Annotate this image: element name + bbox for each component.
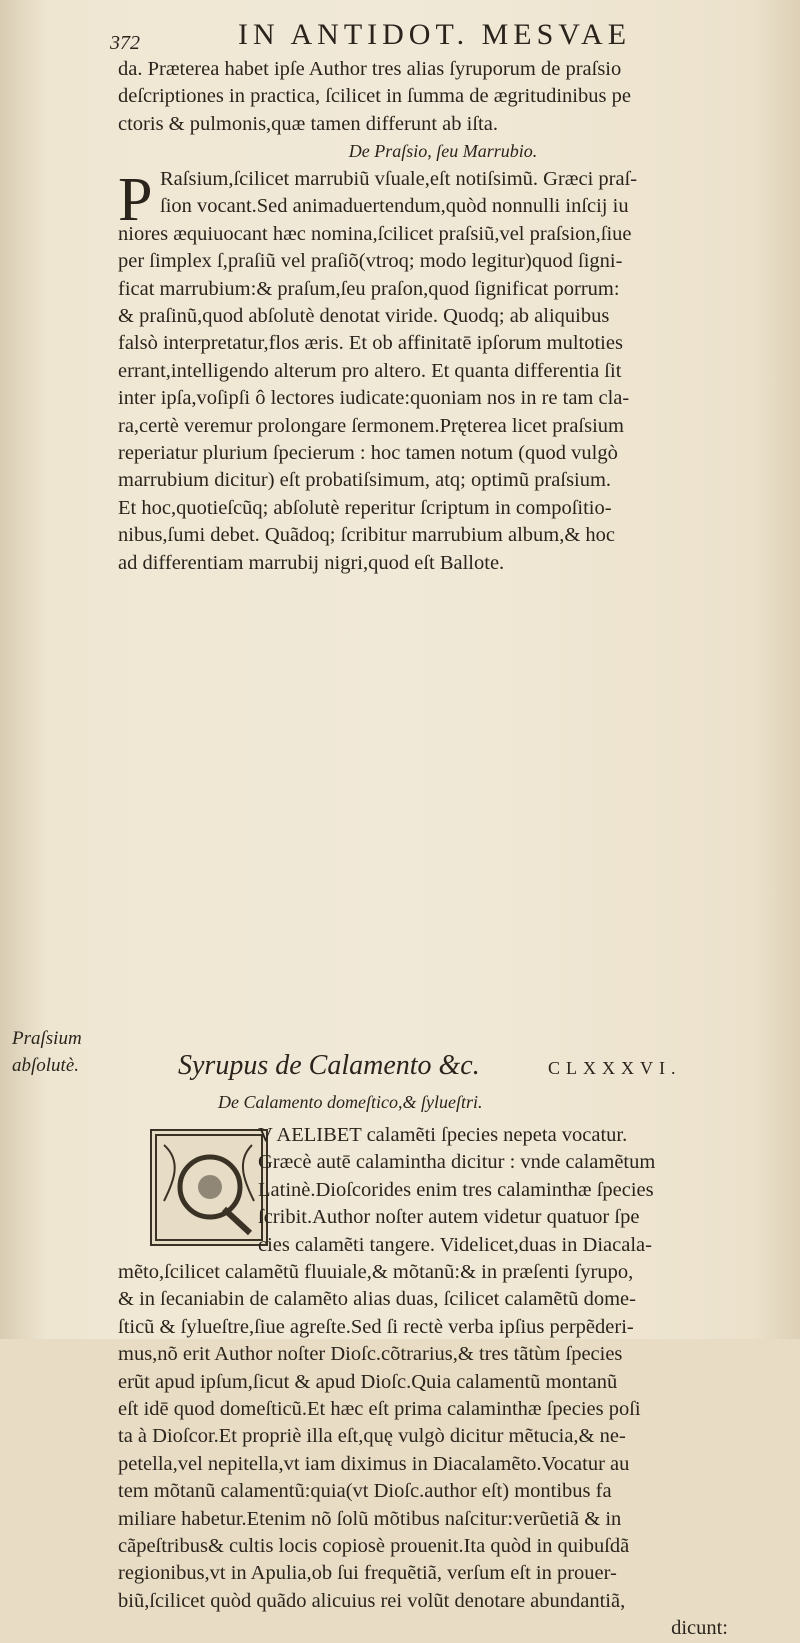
- running-head: IN ANTIDOT. MESVAE: [238, 18, 632, 51]
- paragraph-prassium: [118, 166, 768, 577]
- text-line: & in ſecaniabin de calamẽto alias duas, ſcilicet calamẽtũ dome-: [118, 1288, 636, 1311]
- sub-heading-calamentum: De Calamento domeſtico,& ſylueſtri.: [218, 1092, 483, 1112]
- margin-note: [12, 1025, 122, 1079]
- text-line: Raſsium,ſcilicet marrubiũ vſuale,eſt notiſsimũ. Græci praſ-: [160, 168, 638, 190]
- text-line: falsò interpretatur,flos æris. Et ob affinitatē ipſorum multoties: [118, 332, 623, 355]
- text-line: nibus,ſumi debet. Quãdoq; ſcribitur marrubium album,& hoc: [118, 524, 616, 547]
- text-line: erũt apud ipſum,ſicut & apud Dioſc.Quia calamentũ montanũ: [118, 1370, 618, 1393]
- text-line: errant,intelligendo alterum pro altero. Et quanta differentia ſit: [118, 359, 622, 382]
- text-line: inter ipſa,voſipſi ô lectores iudicate:quoniam nos in re tam cla-: [118, 387, 630, 410]
- text-line: regionibus,vt in Apulia,ob ſui frequẽtiã, verſum eſt in prouer-: [118, 1562, 617, 1585]
- page-header: [110, 14, 760, 54]
- section-number: CLXXXVI.: [548, 1058, 682, 1078]
- text-line: eſt idē quod domeſticũ.Et hæc eſt prima calaminthæ ſpecies poſi: [118, 1398, 641, 1421]
- text-line: tem mõtanũ calamentũ:quia(vt Dioſc.author eſt) montibus fa: [118, 1480, 612, 1503]
- text-line: mẽto,ſcilicet calamẽtũ fluuiale,& mõtanũ:& in præſenti ſyrupo,: [118, 1261, 634, 1283]
- text-line: mus,nõ erit Author noſter Dioſc.cõtrarius,& tres tãtùm ſpecies: [118, 1343, 623, 1366]
- drop-cap: P: [118, 166, 153, 234]
- margin-note-line: Praſsium: [12, 1028, 82, 1049]
- text-line: cãpeſtribus& cultis locis copiosè prouenit.Ita quòd in quibuſdã: [118, 1535, 630, 1558]
- section-title: Syrupus de Calamento &c.: [178, 1050, 480, 1081]
- text-line: ta à Dioſcor.Et propriè illa eſt,quę vulgò dicitur mẽtucia,& ne-: [118, 1425, 626, 1448]
- text-line: deſcriptiones in practica, ſcilicet in ſumma de ægritudinibus pe: [118, 85, 631, 108]
- text-line: ctoris & pulmonis,quæ tamen differunt ab iſta.: [118, 112, 498, 135]
- text-line: Et hoc,quotieſcũq; abſolutè reperitur ſcriptum in compoſitio-: [118, 496, 612, 519]
- text-line: biũ,ſcilicet quòd quãdo alicuius rei volũt denotare abundantiã,: [118, 1589, 626, 1612]
- margin-note-line: abſolutè.: [12, 1055, 80, 1076]
- text-line: miliare habetur.Etenim nõ ſolũ mõtibus naſcitur:verũetiã & in: [118, 1507, 622, 1530]
- text-line: petella,vel nepitella,vt iam diximus in Diacalamẽto.Vocatur au: [118, 1452, 630, 1475]
- text-line: & praſinũ,quod abſolutè denotat viride. Quodq; ab aliquibus: [118, 305, 610, 328]
- text-line: V AELIBET calamẽti ſpecies nepeta vocatur.: [258, 1124, 628, 1146]
- text-line: ficat marrubium:& praſum,ſeu praſon,quod ſignificat porrum:: [118, 277, 620, 300]
- top-text: [118, 56, 768, 164]
- text-line: Græcè autē calamintha dicitur : vnde calamẽtum: [258, 1151, 656, 1174]
- sub-heading-prassium: De Praſsio, ſeu Marrubio.: [348, 141, 538, 162]
- paragraph-calamentum: [118, 1259, 768, 1643]
- text-line: ſcribit.Author noſter autem videtur quatuor ſpe: [258, 1206, 640, 1229]
- text-line: ad differentiam marrubij nigri,quod eſt Ballote.: [118, 551, 505, 574]
- text-line: cies calamẽti tangere. Videlicet,duas in Diacala-: [258, 1233, 652, 1256]
- text-line: niores æquiuocant hæc nomina,ſcilicet praſsiũ,vel praſsion,ſiue: [118, 222, 632, 245]
- woodcut-paragraph: [118, 1122, 768, 1259]
- text-line: reperiatur plurium ſpecierum : hoc tamen notum (quod vulgò: [118, 442, 618, 465]
- text-line: Latinè.Dioſcorides enim tres calaminthæ ſpecies: [258, 1178, 654, 1201]
- text-line: ſticũ & ſylueſtre,ſiue agreſte.Sed ſi rectè verba ipſius perpẽderi-: [118, 1315, 634, 1338]
- page-number: 372: [110, 32, 140, 54]
- text-line: ra,certè veremur prolongare ſermonem.Pręterea licet praſsium: [118, 414, 624, 437]
- text-line: da. Præterea habet ipſe Author tres alias ſyruporum de praſsio: [118, 58, 622, 80]
- catchword: dicunt:: [671, 1617, 728, 1640]
- text-line: ſion vocant.Sed animaduertendum,quòd nonnulli inſcij iu: [160, 195, 629, 218]
- text-line: marrubium dicitur) eſt probatiſsimum, atq; optimũ praſsium.: [118, 469, 612, 492]
- text-line: per ſimplex ſ,praſiũ vel praſiõ(vtroq; modo legitur)quod ſigni-: [118, 250, 623, 273]
